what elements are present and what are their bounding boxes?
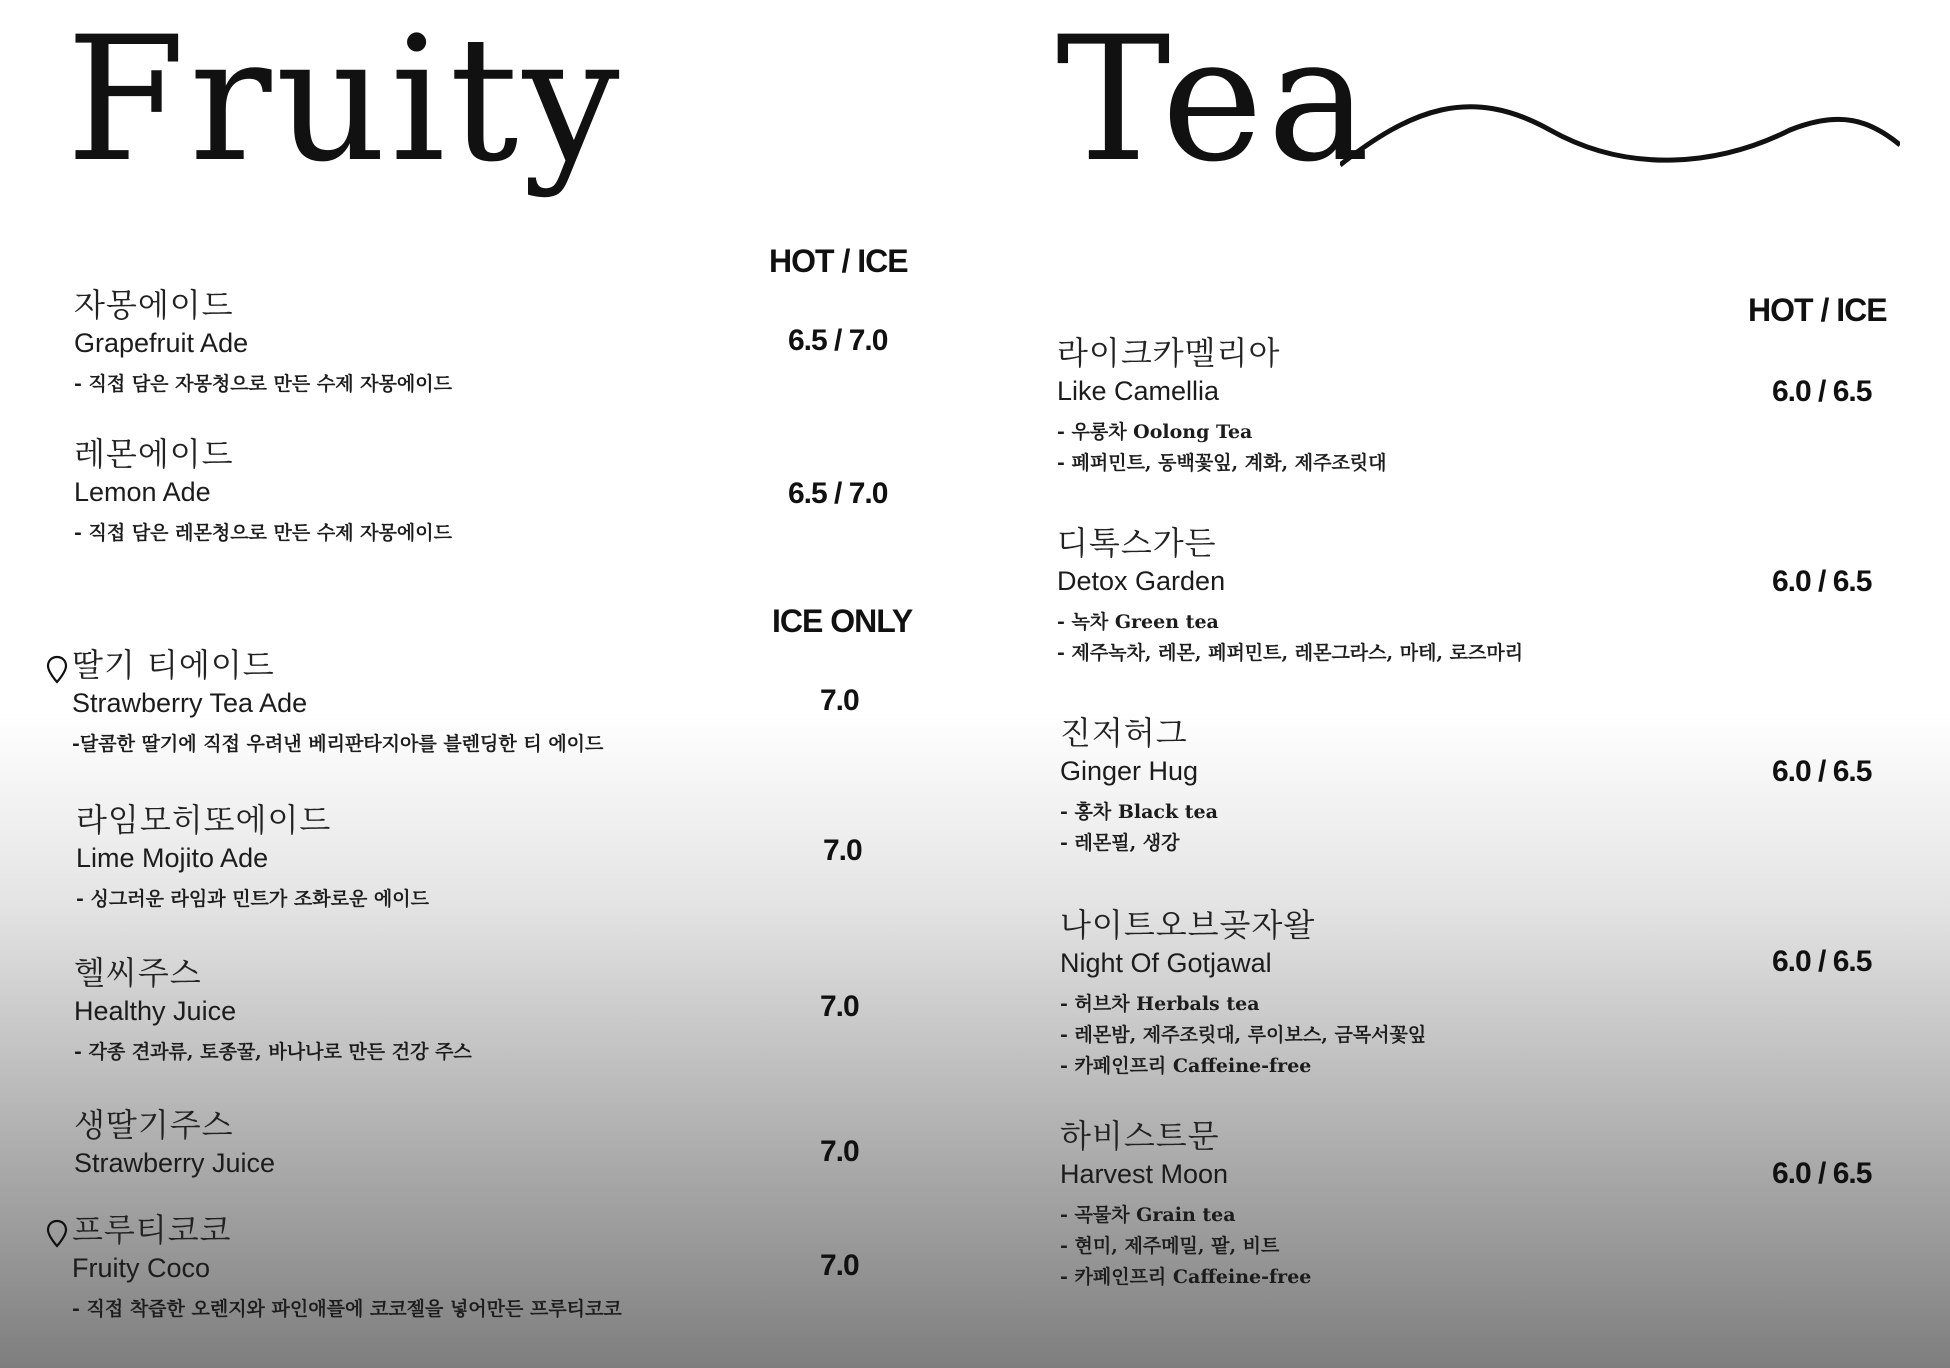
item-korean-name: 나이트오브곶자왈 <box>1060 906 1316 944</box>
item-english-name: Strawberry Juice <box>74 1148 276 1178</box>
fruity-item-grapefruit-ade <box>74 285 452 400</box>
item-description: - 우롱차 Oolong Tea <box>1057 421 1253 443</box>
location-pin-icon <box>46 1219 68 1249</box>
item-description: - 직접 담은 자몽청으로 만든 수제 자몽에이드 <box>74 373 452 395</box>
fruity-price-lime-mojito-ade: 7.0 <box>823 834 862 867</box>
item-english-name: Strawberry Tea Ade <box>72 688 308 718</box>
item-korean-name: 레몬에이드 <box>74 435 234 473</box>
item-description: - 녹차 Green tea <box>1057 611 1219 633</box>
item-korean-name: 생딸기주스 <box>74 1106 234 1144</box>
item-english-name: Grapefruit Ade <box>74 328 249 358</box>
fruity-price-strawberry-juice: 7.0 <box>820 1135 859 1168</box>
item-korean-name: 헬씨주스 <box>74 954 202 992</box>
fruity-item-lime-mojito-ade <box>76 800 429 915</box>
item-english-name: Fruity Coco <box>72 1253 211 1283</box>
fruity-hot-ice-header: HOT / ICE <box>769 243 908 279</box>
tea-price-like-camellia: 6.0 / 6.5 <box>1772 375 1872 408</box>
tea-price-ginger-hug: 6.0 / 6.5 <box>1772 755 1872 788</box>
item-english-name: Lime Mojito Ade <box>76 843 269 873</box>
item-korean-name: 디톡스가든 <box>1057 524 1217 562</box>
item-korean-name: 딸기 티에이드 <box>72 646 275 684</box>
fruity-item-strawberry-tea-ade <box>72 645 603 760</box>
fruity-heading: Fruity <box>66 0 624 200</box>
fruity-item-healthy-juice <box>74 953 472 1068</box>
item-description: - 카페인프리 Caffeine-free <box>1060 1266 1312 1288</box>
item-korean-name: 프루티코코 <box>72 1211 232 1249</box>
fruity-item-fruity-coco <box>72 1210 622 1325</box>
item-description: - 제주녹차, 레몬, 페퍼민트, 레몬그라스, 마테, 로즈마리 <box>1057 642 1524 664</box>
item-english-name: Night Of Gotjawal <box>1060 948 1272 978</box>
location-pin-icon <box>46 655 68 685</box>
item-korean-name: 진저허그 <box>1060 714 1188 752</box>
decorative-wave-line <box>1340 90 1900 200</box>
tea-item-detox-garden <box>1057 523 1523 669</box>
tea-hot-ice-header: HOT / ICE <box>1748 292 1887 328</box>
item-english-name: Healthy Juice <box>74 996 237 1026</box>
fruity-price-healthy-juice: 7.0 <box>820 990 859 1023</box>
item-description: - 직접 착즙한 오렌지와 파인애플에 코코젤을 넣어만든 프루티코코 <box>72 1298 622 1320</box>
item-description: - 레몬필, 생강 <box>1060 832 1180 854</box>
item-description: - 레몬밤, 제주조릿대, 루이보스, 금목서꽃잎 <box>1060 1024 1427 1046</box>
fruity-item-lemon-ade <box>74 434 452 549</box>
fruity-price-lemon-ade: 6.5 / 7.0 <box>788 477 888 510</box>
item-english-name: Like Camellia <box>1057 376 1220 406</box>
tea-item-harvest-moon <box>1060 1116 1311 1293</box>
item-description: - 싱그러운 라임과 민트가 조화로운 에이드 <box>76 888 429 910</box>
item-korean-name: 라임모히또에이드 <box>76 801 332 839</box>
fruity-price-grapefruit-ade: 6.5 / 7.0 <box>788 324 888 357</box>
tea-price-night-of-gotjawal: 6.0 / 6.5 <box>1772 945 1872 978</box>
fruity-price-strawberry-tea-ade: 7.0 <box>820 684 859 717</box>
item-description: - 현미, 제주메밀, 팥, 비트 <box>1060 1235 1280 1257</box>
item-english-name: Ginger Hug <box>1060 756 1199 786</box>
tea-item-like-camellia <box>1057 333 1387 479</box>
tea-heading: Tea <box>1056 0 1374 200</box>
item-description: - 곡물차 Grain tea <box>1060 1204 1236 1226</box>
item-english-name: Harvest Moon <box>1060 1159 1229 1189</box>
tea-price-detox-garden: 6.0 / 6.5 <box>1772 565 1872 598</box>
item-description: -달콤한 딸기에 직접 우려낸 베리판타지아를 블렌딩한 티 에이드 <box>72 733 604 755</box>
item-korean-name: 자몽에이드 <box>74 286 234 324</box>
item-english-name: Detox Garden <box>1057 566 1226 596</box>
item-description: - 카페인프리 Caffeine-free <box>1060 1055 1312 1077</box>
item-english-name: Lemon Ade <box>74 477 211 507</box>
item-description: - 홍차 Black tea <box>1060 801 1218 823</box>
fruity-item-strawberry-juice <box>74 1105 275 1181</box>
item-korean-name: 라이크카멜리아 <box>1057 334 1281 372</box>
item-description: - 직접 담은 레몬청으로 만든 수제 자몽에이드 <box>74 522 452 544</box>
tea-price-harvest-moon: 6.0 / 6.5 <box>1772 1157 1872 1190</box>
item-description: - 허브차 Herbals tea <box>1060 993 1260 1015</box>
item-description: - 각종 견과류, 토종꿀, 바나나로 만든 건강 주스 <box>74 1041 472 1063</box>
tea-item-night-of-gotjawal <box>1060 905 1426 1082</box>
item-description: - 페퍼민트, 동백꽃잎, 계화, 제주조릿대 <box>1057 452 1387 474</box>
item-korean-name: 하비스트문 <box>1060 1117 1220 1155</box>
tea-item-ginger-hug <box>1060 713 1218 859</box>
fruity-price-fruity-coco: 7.0 <box>820 1249 859 1282</box>
fruity-ice-only-header: ICE ONLY <box>772 603 913 639</box>
